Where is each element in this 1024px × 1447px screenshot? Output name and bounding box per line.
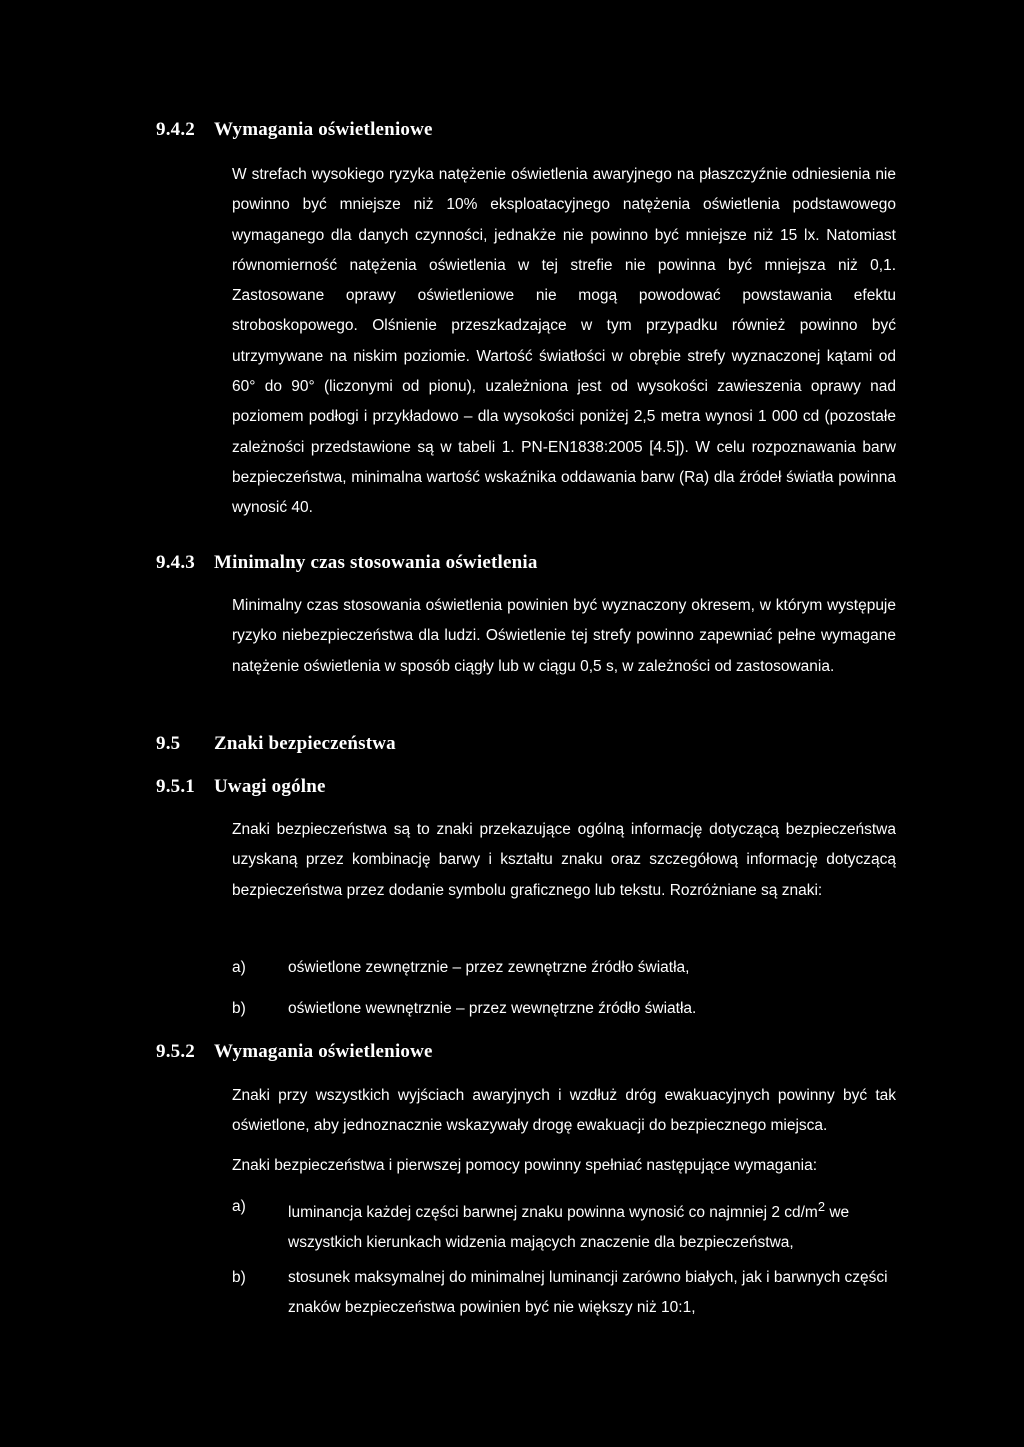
section-heading-9-4-3	[156, 552, 538, 574]
list-marker: a)	[232, 959, 246, 976]
section-number: 9.5.2	[156, 1041, 195, 1062]
paragraph-general-remarks: Znaki bezpieczeństwa są to znaki przekazujące ogólną informację dotyczącą bezpieczeństwa uzyskaną przez kombinację barwy i kształtu znaku oraz szczegółową informację dotyczącą bezpieczeństwa przez dodanie symbolu graficznego lub tekstu. Rozróżniane są znaki:	[232, 821, 896, 899]
section-heading-9-4-2	[156, 119, 433, 141]
section-heading-9-5-2	[156, 1041, 433, 1063]
section-number: 9.4.2	[156, 119, 195, 140]
paragraph-lighting-requirements: W strefach wysokiego ryzyka natężenie oświetlenia awaryjnego na płaszczyźnie odniesienia nie powinno być mniejsze niż 10% eksploatacyjnego natężenia oświetlenia podstawowego wymaganego dla danych czynności, jednakże nie powinno być mniejsze niż 15 lx. Natomiast równomierność natężenia oświetlenia w tej strefie nie powinna być mniejsza niż 0,1. Zastosowane oprawy oświetleniowe nie mogą powodować powstawania efektu stroboskopowego. Olśnienie przeszkadzające w tym przypadku również powinno być utrzymywane na niskim poziomie. Wartość światłości w obrębie strefy wyznaczonej kątami od 60° do 90° (liczonymi od pionu), uzależniona jest od wysokości zawieszenia oprawy nad poziomem podłogi i przykładowo – dla wysokości poniżej 2,5 metra wynosi 1 000 cd (pozostałe zależności przedstawione są w tabeli 1. PN-EN1838:2005 [4.5]). W celu rozpoznawania barw bezpieczeństwa, minimalna wartość wskaźnika oddawania barw (Ra) dla źródeł światła powinna wynosić 40.	[232, 166, 896, 517]
section-title: Znaki bezpieczeństwa	[214, 733, 396, 754]
list-item-text: stosunek maksymalnej do minimalnej luminancji zarówno białych, jak i barwnych części znaków bezpieczeństwa powinien być nie większy niż 10:1,	[288, 1269, 888, 1316]
list-marker: b)	[232, 1269, 246, 1286]
list-item-text: oświetlone zewnętrznie – przez zewnętrzne źródło światła,	[288, 959, 690, 976]
section-heading-9-5-1	[156, 776, 326, 798]
paragraph-sign-requirements: Znaki bezpieczeństwa i pierwszej pomocy powinny spełniać następujące wymagania:	[232, 1157, 817, 1174]
list-item-text: oświetlone wewnętrznie – przez wewnętrzne źródło światła.	[288, 1000, 697, 1017]
section-heading-9-5	[156, 733, 396, 755]
section-number: 9.5.1	[156, 776, 195, 797]
section-number: 9.4.3	[156, 552, 195, 573]
paragraph-minimum-duration: Minimalny czas stosowania oświetlenia powinien być wyznaczony okresem, w którym występuje ryzyko niebezpieczeństwa dla ludzi. Oświetlenie tej strefy powinno zapewniać pełne wymagane natężenie oświetlenia w sposób ciągły lub w ciągu 0,5 s, w zależności od zastosowania.	[232, 597, 896, 675]
list-item-text-end: we wszystkich kierunkach widzenia mających znaczenie dla bezpieczeństwa,	[288, 1204, 850, 1252]
section-title: Wymagania oświetleniowe	[214, 1041, 433, 1062]
section-title: Wymagania oświetleniowe	[214, 119, 433, 140]
section-number: 9.5	[156, 733, 181, 754]
list-item	[232, 1192, 896, 1258]
list-item	[232, 953, 896, 983]
list-item-text	[288, 1192, 896, 1258]
list-marker: b)	[232, 1000, 246, 1017]
list-item	[232, 1263, 896, 1323]
section-title: Minimalny czas stosowania oświetlenia	[214, 552, 538, 573]
section-title: Uwagi ogólne	[214, 776, 326, 797]
list-item-text-start: luminancja każdej części barwnej znaku powinna wynosić co najmniej 2 cd/m	[288, 1204, 818, 1222]
list-marker: a)	[232, 1198, 246, 1215]
superscript: 2	[817, 1199, 826, 1214]
list-item	[232, 994, 896, 1024]
paragraph-sign-lighting: Znaki przy wszystkich wyjściach awaryjnych i wzdłuż dróg ewakuacyjnych powinny być tak oświetlone, aby jednoznacznie wskazywały drogę ewakuacji do bezpiecznego miejsca.	[232, 1087, 896, 1135]
